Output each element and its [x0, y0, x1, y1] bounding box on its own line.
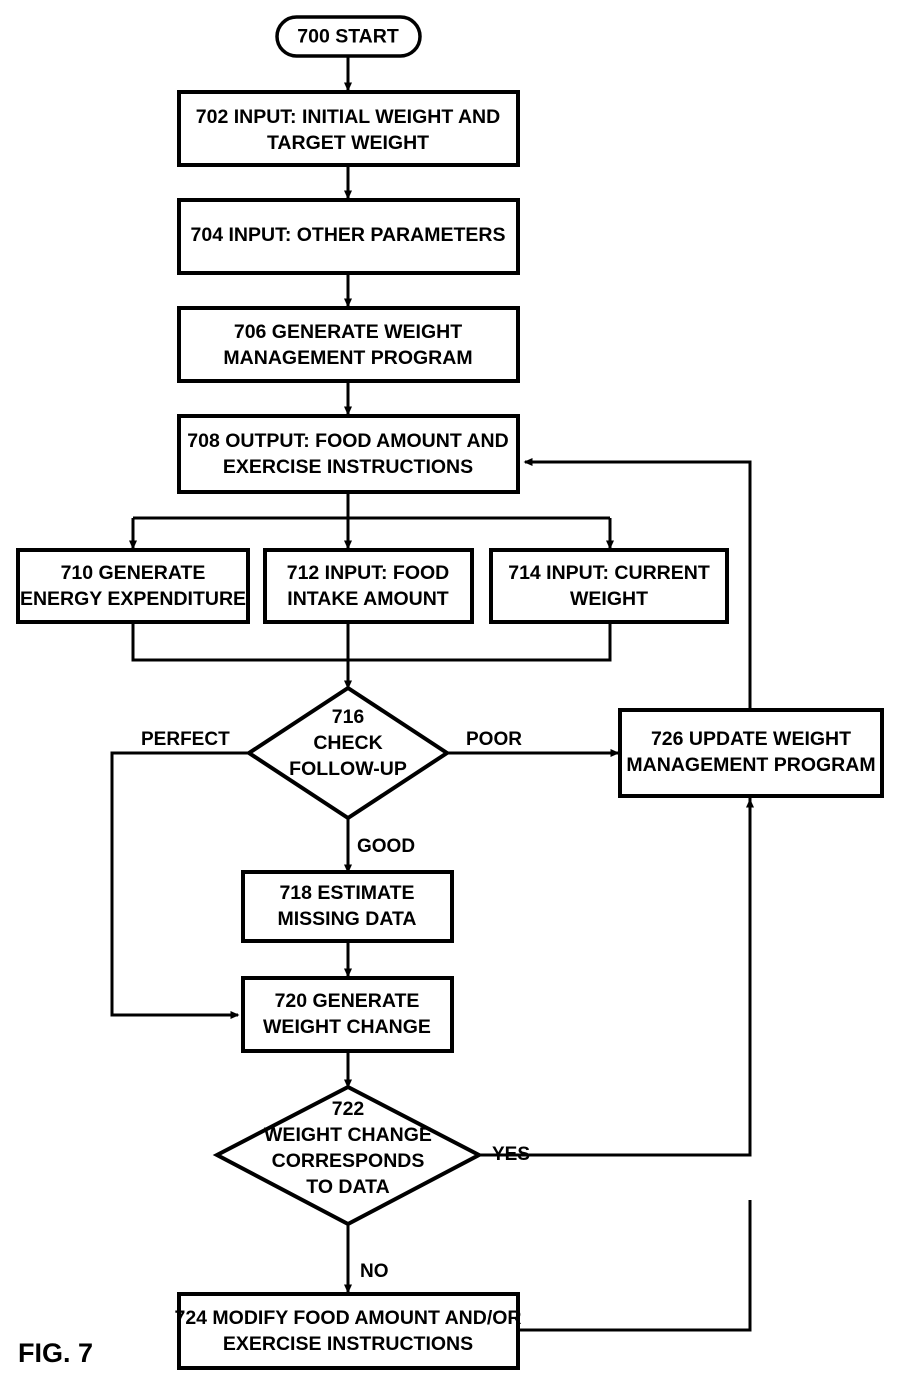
node-718-line2: MISSING DATA — [277, 908, 417, 931]
edge-label-no: NO — [360, 1261, 389, 1282]
edge-label-good: GOOD — [357, 836, 416, 857]
node-720-line1: 720 GENERATE — [274, 990, 420, 1013]
node-716-line1: 716 — [331, 706, 365, 729]
node-710-line1: 710 GENERATE — [60, 562, 206, 585]
node-722-line3: CORRESPONDS — [271, 1150, 425, 1173]
node-708-line2: EXERCISE INSTRUCTIONS — [222, 456, 474, 479]
node-712-line1: 712 INPUT: FOOD — [286, 562, 450, 585]
node-710-shape — [18, 550, 248, 622]
edge-label-yes: YES — [492, 1144, 531, 1165]
edge-label-perfect: PERFECT — [141, 729, 230, 750]
node-722-line2: WEIGHT CHANGE — [264, 1124, 432, 1147]
node-720-shape — [243, 978, 452, 1051]
node-720-line2: WEIGHT CHANGE — [263, 1016, 431, 1039]
node-708-line1: 708 OUTPUT: FOOD AMOUNT AND — [187, 430, 509, 453]
node-722-line4: TO DATA — [306, 1176, 390, 1199]
node-712-shape — [265, 550, 472, 622]
node-724-shape — [179, 1294, 518, 1368]
node-704-line1: 704 INPUT: OTHER PARAMETERS — [190, 224, 506, 247]
node-700-start-label: 700 START — [297, 25, 399, 48]
node-708-shape — [179, 416, 518, 492]
figure-label: FIG. 7 — [18, 1338, 94, 1368]
node-724-line1: 724 MODIFY FOOD AMOUNT AND/OR — [174, 1307, 522, 1330]
node-716-line3: FOLLOW-UP — [289, 758, 407, 781]
node-718-line1: 718 ESTIMATE — [279, 882, 415, 905]
edge-716-perfect-to-720 — [112, 753, 249, 1015]
edge-722-yes-to-726 — [479, 800, 750, 1155]
edge-710-714-merge-bus — [133, 622, 610, 660]
node-726-line2: MANAGEMENT PROGRAM — [626, 754, 876, 777]
node-714-line1: 714 INPUT: CURRENT — [508, 562, 710, 585]
node-710-line2: ENERGY EXPENDITURE — [19, 588, 247, 611]
node-702-line2: TARGET WEIGHT — [266, 132, 430, 155]
node-714-line2: WEIGHT — [570, 588, 648, 611]
node-724-line2: EXERCISE INSTRUCTIONS — [222, 1333, 474, 1356]
edge-708-fanout-bus — [133, 492, 610, 518]
edge-label-poor: POOR — [466, 729, 522, 750]
node-714-shape — [491, 550, 727, 622]
node-716-line2: CHECK — [313, 732, 383, 755]
node-706-shape — [179, 308, 518, 381]
node-706-line2: MANAGEMENT PROGRAM — [223, 347, 473, 370]
node-702-line1: 702 INPUT: INITIAL WEIGHT AND — [195, 106, 501, 129]
node-706-line1: 706 GENERATE WEIGHT — [233, 321, 463, 344]
node-726-shape — [620, 710, 882, 796]
node-726-line1: 726 UPDATE WEIGHT — [650, 728, 852, 751]
node-712-line2: INTAKE AMOUNT — [287, 588, 449, 611]
node-722-line1: 722 — [331, 1098, 365, 1121]
